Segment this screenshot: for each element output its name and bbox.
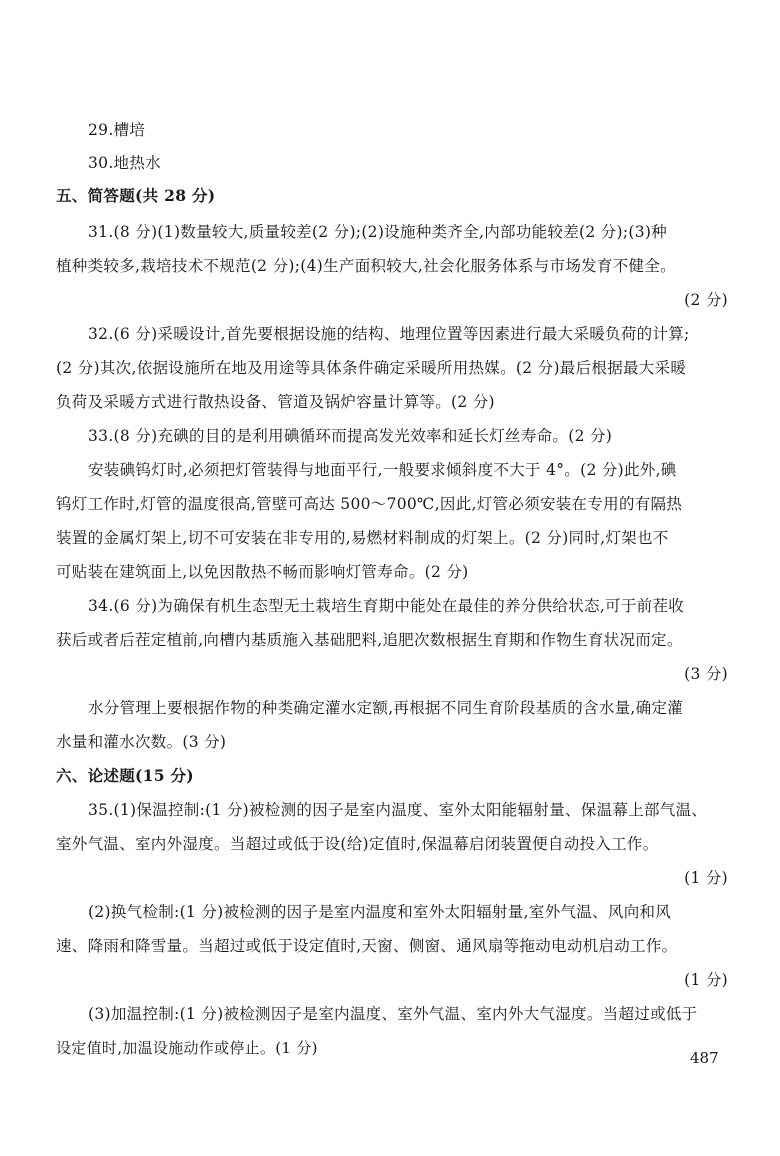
answer-35-line-2: 室外气温、室内外湿度。当超过或低于设(给)定值时,保温幕启闭装置便自动投入工作。 <box>56 835 659 853</box>
answer-31-line-2: 植种类较多,栽培技术不规范(2 分);(4)生产面积较大,社会化服务体系与市场发育不健全。 <box>56 257 676 275</box>
answer-35-line-6: 设定值时,加温设施动作或停止。(1 分) <box>56 1039 318 1057</box>
item-29: 29.槽培 <box>88 121 146 139</box>
section-heading-essay: 六、论述题(15 分) <box>56 766 194 785</box>
answer-31-line-1: 31.(8 分)(1)数量较大,质量较差(2 分);(2)设施种类齐全,内部功能较差(2 分);(3)种 <box>88 223 668 241</box>
answer-32-line-3: 负荷及采暖方式进行散热设备、管道及锅炉容量计算等。(2 分) <box>56 393 495 411</box>
answer-31-score: (2 分) <box>684 291 728 309</box>
answer-35-line-1: 35.(1)保温控制:(1 分)被检测的因子是室内温度、室外太阳能辐射量、保温幕上部气温、 <box>88 801 708 819</box>
answer-35-line-3: (2)换气检制:(1 分)被检测的因子是室内温度和室外太阳辐射量,室外气温、风向和风 <box>88 903 672 921</box>
answer-34-line-2: 获后或者后茬定植前,向槽内基质施入基础肥料,追肥次数根据生育期和作物生育状况而定。 <box>56 631 683 649</box>
answer-35-line-4: 速、降雨和降雪量。当超过或低于设定值时,天窗、侧窗、通风扇等拖动电动机启动工作。 <box>56 937 678 955</box>
answer-33-line-2: 安装碘钨灯时,必须把灯管装得与地面平行,一般要求倾斜度不大于 4°。(2 分)此外,碘 <box>88 461 677 479</box>
answer-33-line-1: 33.(8 分)充碘的目的是利用碘循环而提高发光效率和延长灯丝寿命。(2 分) <box>88 427 613 445</box>
answer-34-line-3: 水分管理上要根据作物的种类确定灌水定额,再根据不同生育阶段基质的含水量,确定灌 <box>88 699 684 717</box>
answer-33-line-5: 可贴装在建筑面上,以免因散热不畅而影响灯管寿命。(2 分) <box>56 563 469 581</box>
answer-33-line-3: 钨灯工作时,灯管的温度很高,管壁可高达 500～700℃,因此,灯管必须安装在专用的有隔热 <box>56 495 683 513</box>
answer-35-score-1: (1 分) <box>684 869 728 887</box>
item-30: 30.地热水 <box>88 154 161 172</box>
answer-32-line-2: (2 分)其次,依据设施所在地及用途等具体条件确定采暖所用热媒。(2 分)最后根据最大采暖 <box>56 359 687 377</box>
answer-33-line-4: 装置的金属灯架上,切不可安装在非专用的,易燃材料制成的灯架上。(2 分)同时,灯架也不 <box>56 529 669 547</box>
answer-34-line-4: 水量和灌水次数。(3 分) <box>56 733 227 751</box>
answer-34-line-1: 34.(6 分)为确保有机生态型无土栽培生育期中能处在最佳的养分供给状态,可于前茬收 <box>88 597 685 615</box>
answer-34-score: (3 分) <box>684 665 728 683</box>
page-number: 487 <box>690 1049 719 1067</box>
answer-32-line-1: 32.(6 分)采暖设计,首先要根据设施的结构、地理位置等因素进行最大采暖负荷的计算; <box>88 325 690 343</box>
section-heading-short-answer: 五、简答题(共 28 分) <box>56 186 216 205</box>
answer-35-line-5: (3)加温控制:(1 分)被检测因子是室内温度、室外气温、室内外大气湿度。当超过或低于 <box>88 1005 698 1023</box>
answer-35-score-2: (1 分) <box>684 971 728 989</box>
